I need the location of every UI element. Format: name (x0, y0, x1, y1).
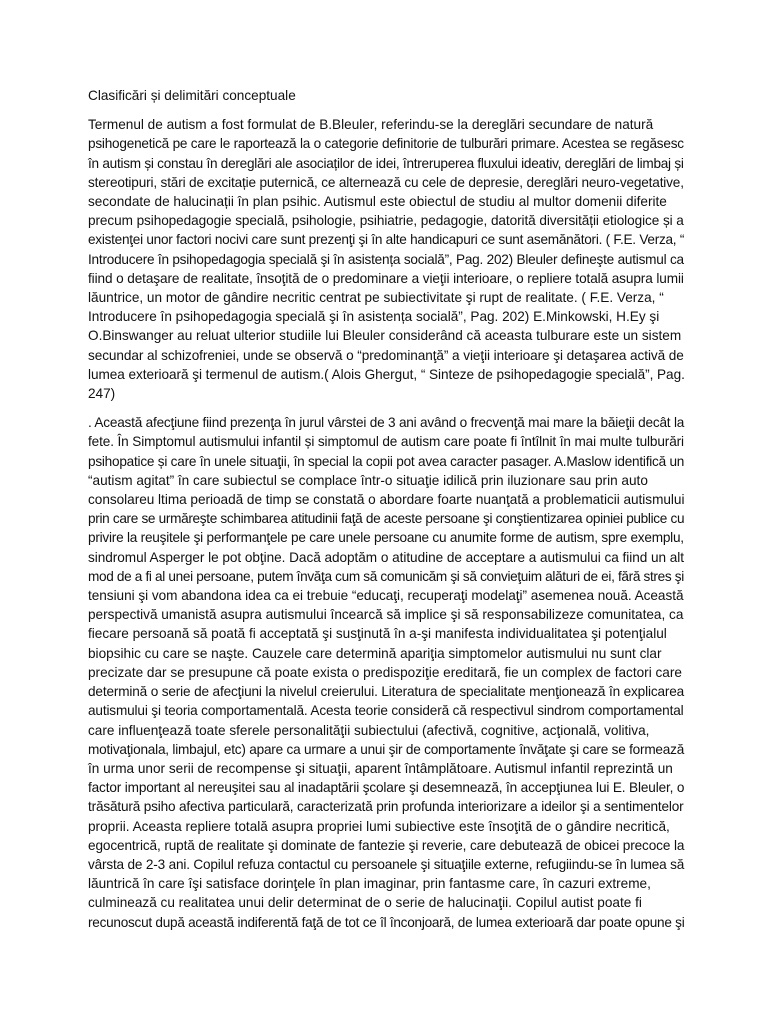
text-line: autismului şi teoria comportamentală. Acesta teorie consideră că respectivul sindrom comportamental (88, 703, 684, 719)
text-line: trăsătură psiho afectiva particulară, caracterizată prin profunda interiorizare a ideilor şi a sentimentelor (88, 799, 684, 815)
text-line: precizate dar se presupune că poate exista o predispoziţie ereditară, fie un complex de factori care (88, 664, 682, 680)
text-line: secondate de halucinații în plan psihic. Autismul este obiectul de studiu al multor domenii diferite (88, 194, 667, 210)
text-line: fete. În Simptomul autismului infantil și simptomul de autism care poate fi întîlnit în mai multe tulburări (88, 434, 684, 450)
text-line: existenţei unor factori nocivi care sunt prezenţi şi în alte handicapuri ce sunt asemănători. ( F.E. Verza, “ (88, 232, 685, 248)
text-line: lăuntrică în care îşi satisface dorinţele în plan imaginar, prin fantasme care, în cazuri extreme, (88, 876, 651, 892)
text-line: stereotipuri, stări de excitație puternică, ce alternează cu cele de depresie, dereglări neuro-vegetative, (88, 174, 684, 190)
text-line: . Această afecţiune fiind prezenţa în jurul vârstei de 3 ani având o frecvenţă mai mare la băieţii decât la (88, 415, 685, 431)
document-body (88, 86, 684, 942)
text-line: privire la reuşitele şi performanţele pe care unele persoane cu anumite forme de autism, spre exemplu, (88, 530, 684, 546)
text-line: O.Binswanger au reluat ulterior studiile lui Bleuler considerând că aceasta tulburare este un sistem (88, 328, 682, 344)
text-line: determină o serie de afecţiuni la nivelul creierului. Literatura de specialitate menţionează în explicarea (88, 684, 685, 700)
text-line: psihogenetică pe care le raportează la o categorie definitorie de tulburări primare. Acestea se regăsesc (88, 136, 684, 152)
text-line: Termenul de autism a fost formulat de B.Bleuler, referindu-se la dereglări secundare de natură (88, 117, 654, 133)
text-line: lumea exterioară şi termenul de autism.( Alois Ghergut, “ Sinteze de psihopedagogie specială”, Pag. (88, 366, 685, 382)
text-line: motivaţionala, limbajul, etc) apare ca urmare a unui şir de comportamente învăţate şi care se formează (88, 741, 685, 757)
text-line: psihopatice și care în unele situaţii, în special la copii pot avea caracter pasager. A.Maslow identifică un (88, 453, 685, 469)
text-line: sindromul Asperger le pot obţine. Dacă adoptăm o atitudine de acceptare a autismului ca fiind un alt (88, 549, 684, 565)
paragraph-list (88, 115, 684, 932)
text-line: vârsta de 2-3 ani. Copilul refuza contactul cu persoanele şi situaţiile externe, refugiindu-se în lumea să (88, 856, 685, 872)
text-line: “autism agitat” în care subiectul se complace într-o situaţie idilică prin iluzionare sau prin auto (88, 472, 648, 488)
text-line: recunoscut după această indiferentă faţă de tot ce îl înconjoară, de lumea exterioară dar poate opune şi (88, 914, 685, 930)
text-line: proprii. Aceasta repliere totală asupra propriei lumi subiective este însoţită de o gândire necritică, (88, 818, 670, 834)
text-line: Introducere în psihopedagogia specială şi în asistența socială”, Pag. 202) Bleuler defineşte autismul ca (88, 251, 684, 267)
text-line: Introducere în psihopedagogia specială şi în asistența socială”, Pag. 202) E.Minkowski, H.Ey şi (88, 309, 660, 325)
text-line: secundar al schizofreniei, unde se observă o “predominanţă” a vieţii interioare şi detaşarea activă de (88, 347, 684, 363)
text-line: în urma unor serii de recompense şi situaţii, aparent întâmplătoare. Autismul infantil reprezintă un (88, 760, 673, 776)
text-line: precum psihopedagogie specială, psihologie, psihiatrie, pedagogie, datorită diversității etiologice și a (88, 213, 684, 229)
text-line: lăuntrice, un motor de gândire necritic centrat pe subiectivitate şi rupt de realitate. ( F.E. Verza, “ (88, 290, 664, 306)
body-paragraph (88, 413, 684, 931)
text-line: 247) (88, 386, 116, 402)
text-line: perspectivă umanistă asupra autismului încearcă să implice şi să responsabilizeze comunitatea, ca (88, 607, 684, 623)
text-line: fiecare persoană să poată fi acceptată şi susţinută în a-şi manifesta individualitatea şi potenţialul (88, 626, 667, 642)
text-line: care influenţează toate sferele personalităţii subiectului (afectivă, cognitive, acţională, volitiva, (88, 722, 650, 738)
text-line: fiind o detaşare de realitate, însoţită de o predominare a vieţii interioare, o repliere totală asupra lumii (88, 270, 684, 286)
text-line: mod de a fi al unei persoane, putem învăţa cum să comunicăm şi să convieţuim alături de ei, fără stres şi (88, 568, 684, 584)
text-line: tensiuni şi vom abandona idea ca ei trebuie “educaţi, recuperaţi modelaţi” asemenea nouă. Această (88, 588, 684, 604)
text-line: biopsihic cu care se naşte. Cauzele care determină apariţia simptomelor autismului nu sunt clar (88, 645, 662, 661)
text-line: în autism și constau în dereglări ale asociaților de idei, întreruperea fluxului ideativ, dereglări de limbaj și (88, 155, 684, 171)
text-line: consolareu ltima perioadă de timp se constată o abordare foarte nuanţată a problematicii autismului (88, 492, 685, 508)
section-heading: Clasificări și delimitări conceptuale (88, 88, 296, 103)
text-line: factor important al nereuşitei sau al inadaptării şcolare şi desemnează, în accepţiunea lui E. Bleuler, o (88, 780, 685, 796)
body-paragraph (88, 115, 684, 403)
text-line: egocentrică, ruptă de realitate şi dominate de fantezie şi reverie, care debutează de obicei precoce la (88, 837, 685, 853)
text-line: prin care se urmăreşte schimbarea atitudinii faţă de aceste persoane şi conştientizarea opiniei publice cu (88, 511, 685, 527)
text-line: culminează cu realitatea unui delir determinat de o serie de halucinaţii. Copilul autist poate fi (88, 895, 642, 911)
